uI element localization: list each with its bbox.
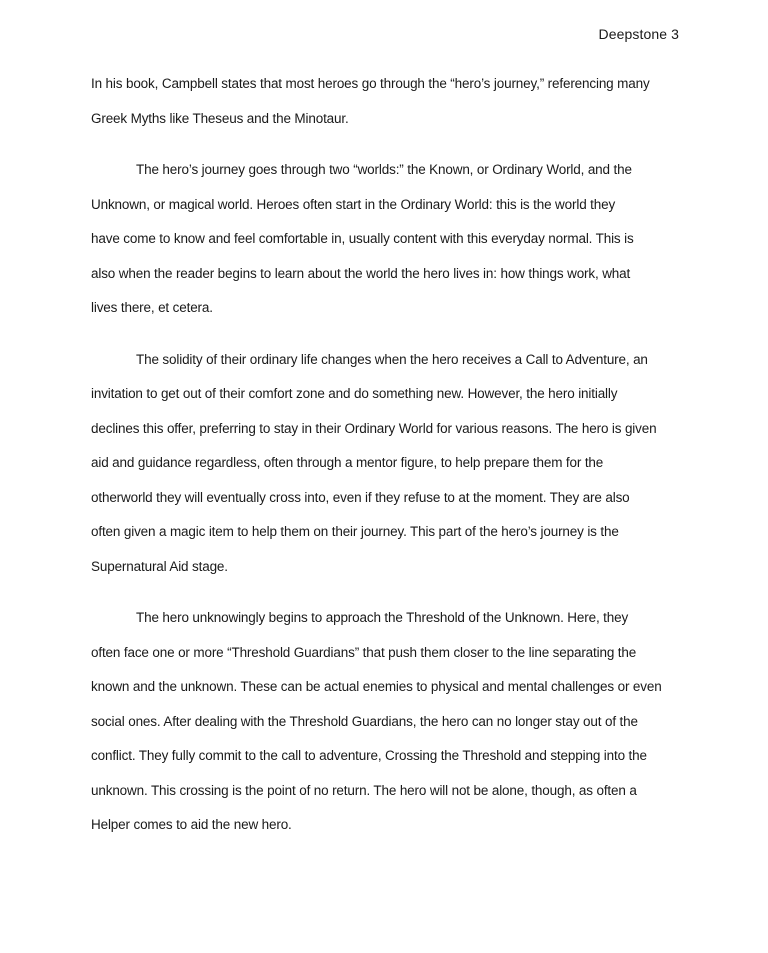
text-line: known and the unknown. These can be actual enemies to physical and mental challenges or even: [91, 679, 662, 694]
text-line: lives there, et cetera.: [91, 300, 213, 315]
paragraph: [91, 601, 673, 843]
text-line: declines this offer, preferring to stay in their Ordinary World for various reasons. The hero is given: [91, 420, 657, 436]
text-line: invitation to get out of their comfort zone and do something new. However, the hero initially: [91, 386, 618, 401]
text-line: Greek Myths like Theseus and the Minotaur.: [91, 110, 349, 126]
text-line: Helper comes to aid the new hero.: [91, 817, 292, 832]
text-line: conflict. They fully commit to the call to adventure, Crossing the Threshold and stepping into the: [91, 748, 647, 763]
text-line: In his book, Campbell states that most heroes go through the “hero’s journey,” referencing many: [91, 76, 650, 91]
text-line: have come to know and feel comfortable in, usually content with this everyday normal. This is: [91, 231, 634, 246]
paragraph: [91, 67, 673, 136]
text-line: often face one or more “Threshold Guardians” that push them closer to the line separating the: [91, 644, 637, 660]
text-line: also when the reader begins to learn about the world the hero lives in: how things work, what: [91, 265, 631, 281]
text-line: social ones. After dealing with the Threshold Guardians, the hero can no longer stay out of the: [91, 713, 638, 729]
text-line: Unknown, or magical world. Heroes often start in the Ordinary World: this is the world they: [91, 196, 616, 212]
running-header: Deepstone 3: [598, 26, 679, 42]
text-line: otherworld they will eventually cross into, even if they refuse to at the moment. They are also: [91, 489, 630, 505]
text-line: aid and guidance regardless, often through a mentor figure, to help prepare them for the: [91, 455, 604, 470]
text-line: The hero unknowingly begins to approach the Threshold of the Unknown. Here, they: [136, 610, 629, 625]
text-line: The solidity of their ordinary life changes when the hero receives a Call to Adventure, an: [136, 351, 648, 367]
text-line: Supernatural Aid stage.: [91, 558, 228, 574]
document-body: [91, 67, 673, 843]
text-line: unknown. This crossing is the point of no return. The hero will not be alone, though, as often a: [91, 782, 637, 798]
paragraph: [91, 153, 673, 326]
text-line: The hero’s journey goes through two “worlds:” the Known, or Ordinary World, and the: [136, 162, 632, 177]
paragraph: [91, 343, 673, 585]
text-line: often given a magic item to help them on their journey. This part of the hero’s journey is the: [91, 524, 619, 539]
